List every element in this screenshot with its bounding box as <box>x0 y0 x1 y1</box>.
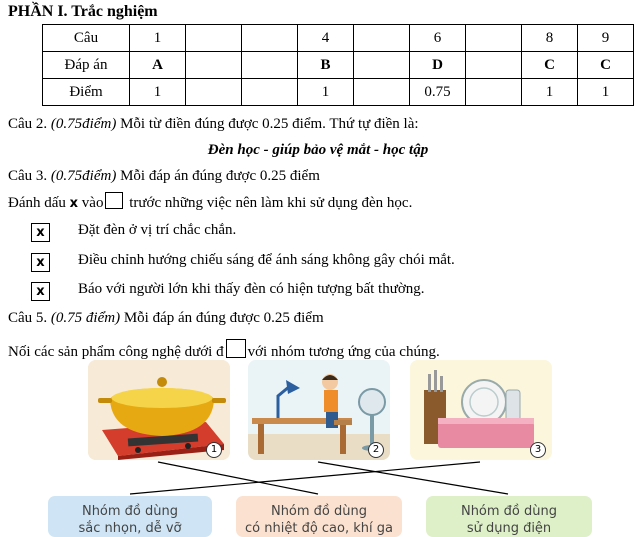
answer-table-cell: C <box>578 52 634 79</box>
checkbox-item-2[interactable]: x <box>31 253 50 272</box>
q3-instruction-pre: Đánh dấu <box>8 195 70 211</box>
image-number-3: 3 <box>530 442 546 458</box>
checkbox-item-1[interactable]: x <box>31 223 50 242</box>
answer-table-cell: 1 <box>298 79 354 106</box>
answer-table-cell: 1 <box>522 79 578 106</box>
answer-table-cell: 6 <box>410 25 466 52</box>
group-3-line2: sử dụng điện <box>466 521 552 536</box>
group-3-line1: Nhóm đồ dùng <box>460 504 558 519</box>
answer-table-cell: 0.75 <box>410 79 466 106</box>
answer-table-cell: D <box>410 52 466 79</box>
group-1-line1: Nhóm đồ dùng <box>81 504 179 519</box>
q3-instruction-mid: vào <box>78 195 104 211</box>
answer-table-cell: 1 <box>578 79 634 106</box>
q5-prefix: Câu 5. <box>8 310 51 326</box>
answer-table-row-label: Điểm <box>43 79 130 106</box>
answer-table-cell: 1 <box>130 79 186 106</box>
section-heading: PHẦN I. Trắc nghiệm <box>8 3 158 20</box>
answer-table-row-label: Câu <box>43 25 130 52</box>
image-number-2: 2 <box>368 442 384 458</box>
group-1-line2: sắc nhọn, dễ vỡ <box>78 521 182 536</box>
answer-table-cell: A <box>130 52 186 79</box>
group-2-line1: Nhóm đồ dùng <box>270 504 368 519</box>
q3-instruction-post: trước những việc nên làm khi sử dụng đèn học. <box>125 195 413 211</box>
q5-points: (0.75 điểm) <box>50 310 121 326</box>
q5-text: Mỗi đáp án đúng được 0.25 điểm <box>120 310 324 326</box>
checkbox-item-3-label: Báo với người lớn khi thấy đèn có hiện tượng bất thường. <box>78 281 425 297</box>
answer-table-cell: B <box>298 52 354 79</box>
checkbox-item-3[interactable]: x <box>31 282 50 301</box>
answer-table-cell: 9 <box>578 25 634 52</box>
q2-prefix: Câu 2. <box>8 116 51 132</box>
q3-instruction-mark: x <box>69 196 79 211</box>
match-line-2 <box>318 462 508 494</box>
group-electric[interactable] <box>426 496 592 537</box>
answer-table-cell: C <box>522 52 578 79</box>
answer-table-cell: 1 <box>130 25 186 52</box>
q2-points: (0.75điểm) <box>50 116 117 132</box>
group-2-line2: có nhiệt độ cao, khí ga <box>245 521 393 536</box>
group-high-temperature-gas[interactable] <box>236 496 402 537</box>
q2-answer: Đèn học - giúp bảo vệ mắt - học tập <box>207 142 429 158</box>
answer-table-cell: 8 <box>522 25 578 52</box>
group-sharp-fragile[interactable] <box>48 496 212 537</box>
q5-instruction-pre: Nối các sản phẩm công nghệ dưới đ <box>8 344 224 360</box>
checkbox-item-2-label: Điều chỉnh hướng chiếu sáng để ánh sáng không gây chói mắt. <box>78 252 455 268</box>
q2-text: Mỗi từ điền đúng được 0.25 điểm. Thứ tự điền là: <box>116 116 419 132</box>
checkbox-item-1-label: Đặt đèn ở vị trí chắc chắn. <box>78 222 237 238</box>
answer-table-cell: 4 <box>298 25 354 52</box>
q3-points: (0.75điểm) <box>50 168 117 184</box>
q5-instruction-post: với nhóm tương ứng của chúng. <box>247 344 440 360</box>
image-number-1: 1 <box>206 442 222 458</box>
answer-table-row-label: Đáp án <box>43 52 130 79</box>
q3-text: Mỗi đáp án đúng được 0.25 điểm <box>116 168 320 184</box>
q3-prefix: Câu 3. <box>8 168 51 184</box>
